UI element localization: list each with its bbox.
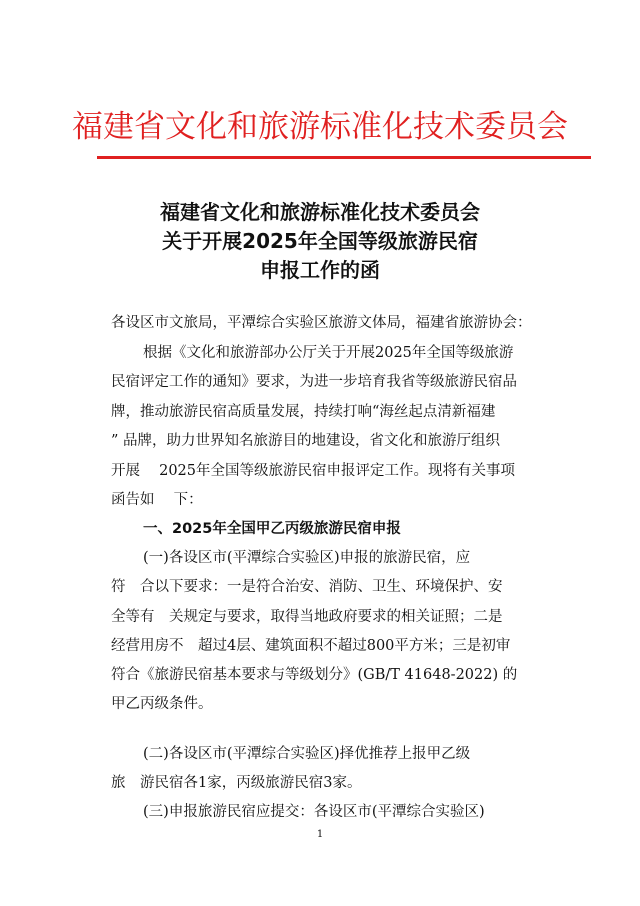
- intro-line: 函告如 下：: [111, 492, 203, 508]
- item2-line: 旅 游民宿各1家，丙级旅游民宿3家。: [111, 775, 362, 791]
- org-header: 福建省文化和旅游标准化技术委员会: [72, 109, 568, 145]
- item1-line: (一)各设区市(平潭综合实验区)申报的旅游民宿，应: [143, 550, 471, 566]
- item1-line: 符合《旅游民宿基本要求与等级划分》(GB/T 41648-2022) 的: [111, 667, 518, 683]
- header-red-rule: [97, 156, 591, 159]
- item3-line: (三)申报旅游民宿应提交：各设区市(平潭综合实验区): [143, 804, 485, 820]
- item1-line: 经营用房不 超过4层、建筑面积不超过800平方米；三是初审: [111, 638, 511, 654]
- intro-line: 开展 2025年全国等级旅游民宿申报评定工作。现将有关事项: [111, 463, 516, 479]
- intro-line: 民宿评定工作的通知》要求，为进一步培育我省等级旅游民宿品: [111, 374, 517, 390]
- addressee: 各设区市文旅局，平潭综合实验区旅游文体局，福建省旅游协会：: [111, 315, 532, 331]
- item2-line: (二)各设区市(平潭综合实验区)择优推荐上报甲乙级: [143, 746, 471, 762]
- page-number: 1: [316, 829, 324, 840]
- section-heading: 一、2025年全国甲乙丙级旅游民宿申报: [143, 521, 401, 537]
- item1-line: 全等有 关规定与要求，取得当地政府要求的相关证照；二是: [111, 609, 503, 625]
- item1-line: 甲乙丙级条件。: [111, 696, 213, 712]
- title-line-3: 申报工作的函: [260, 258, 380, 282]
- intro-line: 牌，推动旅游民宿高质量发展，持续打响“海丝起点清新福建: [111, 404, 496, 420]
- item1-line: 符 合以下要求：一是符合治安、消防、卫生、环境保护、安: [111, 579, 503, 595]
- intro-line: ” 品牌，助力世界知名旅游目的地建设，省文化和旅游厅组织: [111, 433, 501, 449]
- title-line-1: 福建省文化和旅游标准化技术委员会: [160, 200, 480, 224]
- intro-line: 根据《文化和旅游部办公厅关于开展2025年全国等级旅游: [143, 345, 514, 361]
- title-line-2: 关于开展2025年全国等级旅游民宿: [162, 229, 478, 253]
- document-title: [0, 198, 640, 285]
